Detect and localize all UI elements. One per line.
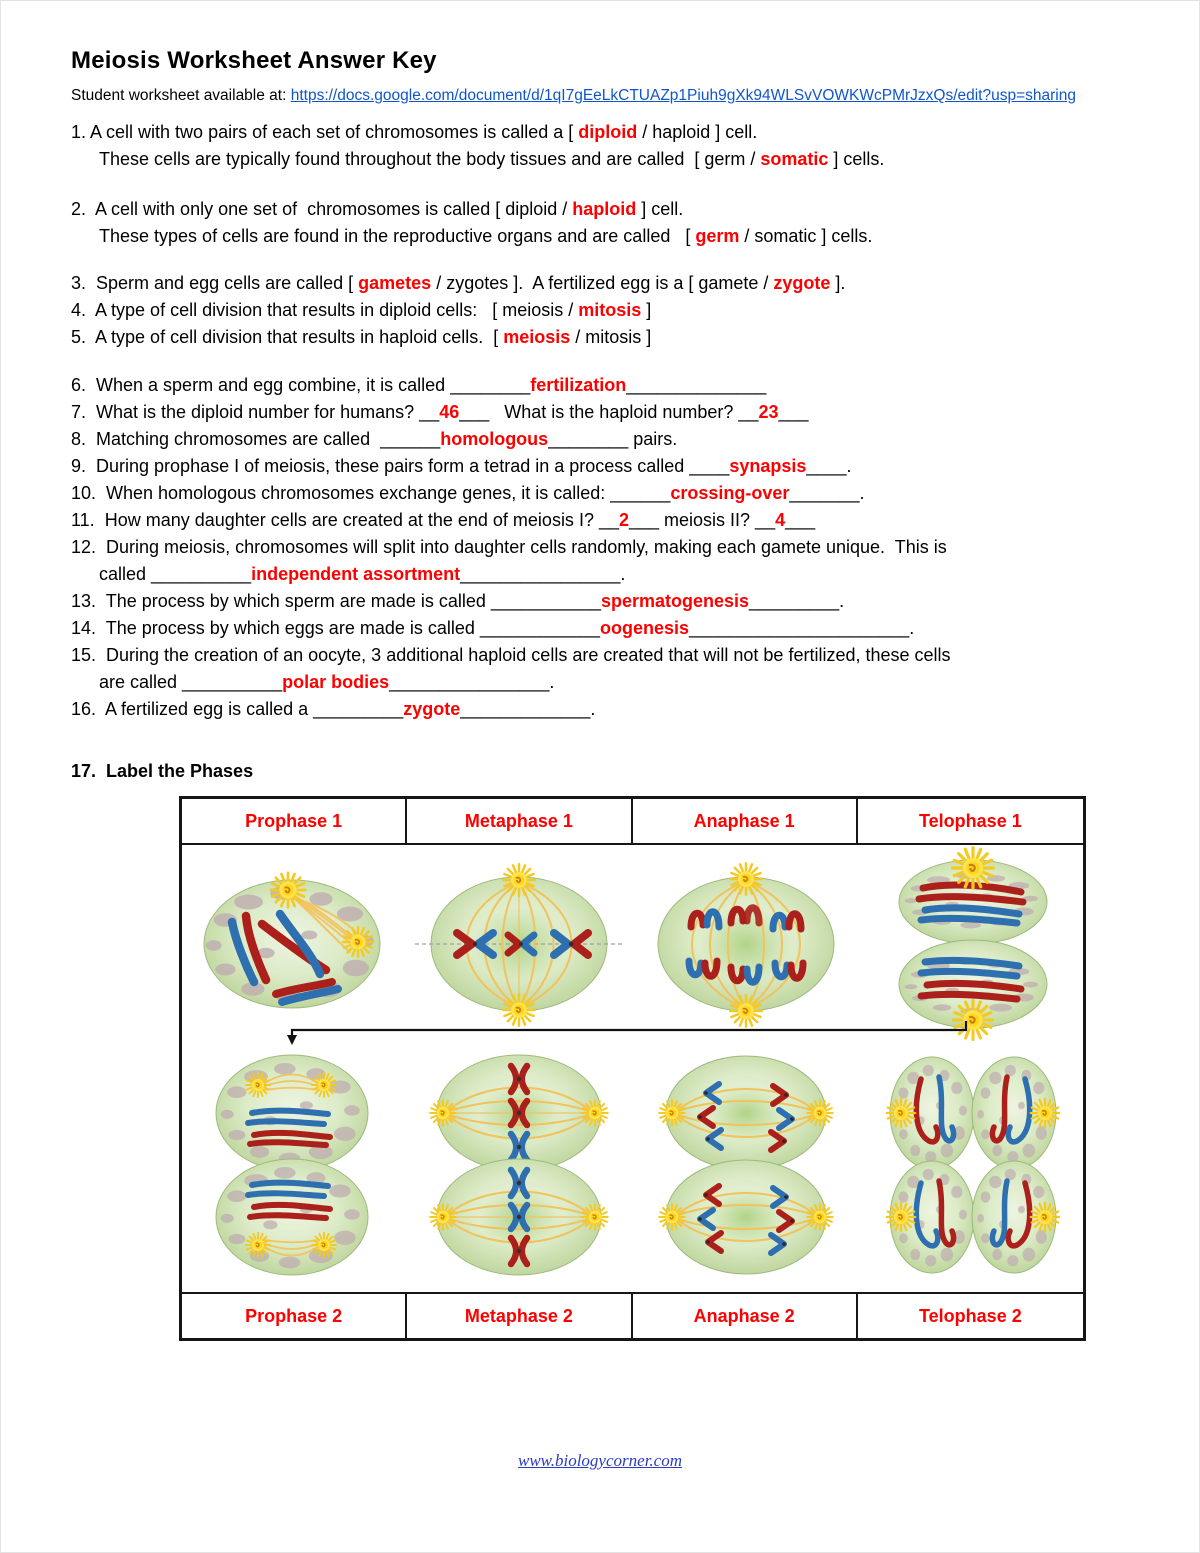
question-line — [71, 223, 1161, 250]
prophase-1-figure — [204, 873, 380, 1008]
metaphase-2-figure — [430, 1055, 608, 1275]
question-line — [71, 669, 1161, 696]
question-text: ______________ — [626, 375, 767, 395]
question-line — [71, 324, 1161, 351]
question-text: _________. — [749, 591, 845, 611]
phase-flow-arrow — [292, 1021, 966, 1043]
question-line — [71, 561, 1161, 588]
centrosome-icon — [730, 863, 762, 895]
centrosome-icon — [503, 994, 535, 1026]
metaphase-1-figure — [415, 864, 623, 1026]
question-text: ______________________. — [689, 618, 915, 638]
label-the-phases-heading: 17. Label the Phases — [71, 761, 254, 781]
answer-text: spermatogenesis — [600, 591, 750, 611]
anaphase-2-figure — [659, 1056, 833, 1274]
answer-text: germ — [695, 226, 740, 246]
answer-text: independent assortment — [251, 564, 461, 584]
answer-text: 2 — [618, 510, 629, 530]
question-text: 8. Matching chromosomes are called ______ — [71, 429, 441, 449]
question-line — [71, 119, 1161, 146]
question-line — [71, 146, 1161, 173]
question-text: called __________ — [99, 564, 252, 584]
footer-site-link[interactable]: www.biologycorner.com — [517, 1451, 682, 1470]
anaphase-1-figure — [658, 863, 834, 1027]
question-text: ] — [641, 300, 652, 320]
phase-table — [179, 796, 1086, 1341]
question-line — [71, 642, 1161, 669]
question-text: 4. A type of cell division that results in diploid cells: [ meiosis / — [71, 300, 579, 320]
question-text: 13. The process by which sperm are made is called ___________ — [71, 591, 601, 611]
centrosome-icon — [582, 1204, 608, 1230]
centrosome-icon — [954, 1001, 993, 1040]
question-text: 2. A cell with only one set of chromosomes is called [ diploid / — [71, 199, 573, 219]
question-text: / haploid ] cell. — [637, 122, 758, 142]
question-line — [71, 297, 1161, 324]
centrosome-icon — [271, 873, 306, 908]
question-text: ] cells. — [828, 149, 885, 169]
answer-text: oogenesis — [600, 618, 690, 638]
questions-list — [71, 119, 1161, 723]
centrosome-icon — [1031, 1099, 1060, 1128]
meiosis-diagram — [182, 845, 1083, 1292]
centrosome-icon — [730, 995, 762, 1027]
question-text: ________ pairs. — [548, 429, 678, 449]
centrosome-icon — [887, 1203, 916, 1232]
centrosome-icon — [430, 1100, 456, 1126]
phase-label-telophase-1: Telophase 1 — [919, 810, 1022, 831]
phase-label-telophase-2: Telophase 2 — [919, 1305, 1022, 1326]
centrosome-icon — [659, 1204, 685, 1230]
question-text: 6. When a sperm and egg combine, it is called ________ — [71, 375, 531, 395]
centrosome-icon — [582, 1100, 608, 1126]
phase-row-bottom — [182, 1292, 1083, 1338]
answer-text: crossing-over — [670, 483, 790, 503]
answer-text: homologous — [440, 429, 549, 449]
footer — [1, 1451, 1199, 1471]
answer-text: haploid — [572, 199, 637, 219]
question-line — [71, 426, 1161, 453]
question-text: are called __________ — [99, 672, 283, 692]
telophase-2-figure — [887, 1057, 1060, 1273]
phase-label-prophase-2: Prophase 2 — [182, 1294, 407, 1338]
centrosome-icon — [807, 1204, 833, 1230]
centrosome-icon — [807, 1100, 833, 1126]
question-line — [71, 399, 1161, 426]
question-text: ___ — [785, 510, 816, 530]
centrosome-icon — [1031, 1203, 1060, 1232]
answer-text: gametes — [358, 273, 432, 293]
worksheet-link[interactable]: https://docs.google.com/document/d/1qI7gEeLkCTUAZp1Piuh9gXk94WLSvVOWKWcPMrJzxQs/edit?usp=sharing — [290, 87, 1076, 104]
centrosome-icon — [246, 1073, 270, 1097]
question-line — [71, 453, 1161, 480]
question-text: ___ — [778, 402, 809, 422]
centrosome-icon — [312, 1073, 336, 1097]
question-text: 10. When homologous chromosomes exchange genes, it is called: ______ — [71, 483, 671, 503]
answer-text: zygote — [773, 273, 831, 293]
centrosome-icon — [659, 1100, 685, 1126]
question-text: ________________. — [460, 564, 626, 584]
question-text: ____. — [806, 456, 852, 476]
question-text: 11. How many daughter cells are created at the end of meiosis I? __ — [71, 510, 619, 530]
question-line — [71, 270, 1161, 297]
answer-text: zygote — [403, 699, 461, 719]
availability-line — [71, 87, 1076, 105]
answer-text: polar bodies — [282, 672, 390, 692]
question-line — [71, 372, 1161, 399]
centrosome-icon — [343, 927, 373, 957]
answer-text: meiosis — [503, 327, 571, 347]
question-text: 3. Sperm and egg cells are called [ — [71, 273, 359, 293]
question-text: These cells are typically found throughout the body tissues and are called [ germ / — [99, 149, 761, 169]
question-text: ___ meiosis II? __ — [629, 510, 776, 530]
question-text: ]. — [830, 273, 846, 293]
availability-label: Student worksheet available at: — [71, 87, 291, 104]
question-text: ] cell. — [636, 199, 684, 219]
centrosome-icon — [246, 1233, 270, 1257]
question-text: 1. A cell with two pairs of each set of chromosomes is called a [ — [71, 122, 579, 142]
question-text: 7. What is the diploid number for humans? __ — [71, 402, 440, 422]
page-title: Meiosis Worksheet Answer Key — [71, 47, 437, 74]
phase-label-metaphase-2: Metaphase 2 — [407, 1294, 632, 1338]
phase-row-top — [182, 799, 1083, 845]
centrosome-icon — [430, 1204, 456, 1230]
answer-text: fertilization — [530, 375, 627, 395]
answer-text: synapsis — [729, 456, 807, 476]
answer-text: somatic — [760, 149, 829, 169]
question-text: 5. A type of cell division that results in haploid cells. [ — [71, 327, 504, 347]
question-line — [71, 588, 1161, 615]
telophase-1-figure — [899, 848, 1047, 1040]
phase-label-anaphase-1: Anaphase 1 — [633, 799, 858, 843]
answer-text: diploid — [578, 122, 638, 142]
meiosis-phases-illustration — [182, 845, 1083, 1292]
centrosome-icon — [312, 1233, 336, 1257]
centrosome-icon — [887, 1099, 916, 1128]
question-text: ___ What is the haploid number? __ — [459, 402, 759, 422]
question-line — [71, 480, 1161, 507]
question-line — [71, 534, 1161, 561]
question-text: _______. — [789, 483, 865, 503]
phase-label-anaphase-2: Anaphase 2 — [633, 1294, 858, 1338]
question-text: / zygotes ]. A fertilized egg is a [ gamete / — [431, 273, 774, 293]
question-text: These types of cells are found in the reproductive organs and are called [ — [99, 226, 696, 246]
question-text: _____________. — [460, 699, 596, 719]
answer-text: mitosis — [578, 300, 642, 320]
phase-label-prophase-1: Prophase 1 — [182, 799, 407, 843]
question-text: 15. During the creation of an oocyte, 3 additional haploid cells are created that will not be fertilized, these cells — [71, 645, 951, 665]
question-text: 16. A fertilized egg is called a _________ — [71, 699, 404, 719]
question-text: 14. The process by which eggs are made is called ____________ — [71, 618, 601, 638]
question-line — [71, 507, 1161, 534]
answer-text: 4 — [775, 510, 786, 530]
phase-label-metaphase-1: Metaphase 1 — [407, 799, 632, 843]
prophase-2-figure — [216, 1055, 368, 1275]
centrosome-icon — [953, 848, 994, 889]
answer-text: 23 — [758, 402, 779, 422]
question-text: ________________. — [389, 672, 555, 692]
answer-text: 46 — [439, 402, 460, 422]
question-text: / mitosis ] — [570, 327, 652, 347]
question-line — [71, 196, 1161, 223]
centrosome-icon — [503, 864, 535, 896]
question-text: 9. During prophase I of meiosis, these pairs form a tetrad in a process called ____ — [71, 456, 730, 476]
question-line — [71, 615, 1161, 642]
question-line — [71, 696, 1161, 723]
question-text: 12. During meiosis, chromosomes will split into daughter cells randomly, making each gamete unique. This is — [71, 537, 947, 557]
question-text: / somatic ] cells. — [739, 226, 873, 246]
